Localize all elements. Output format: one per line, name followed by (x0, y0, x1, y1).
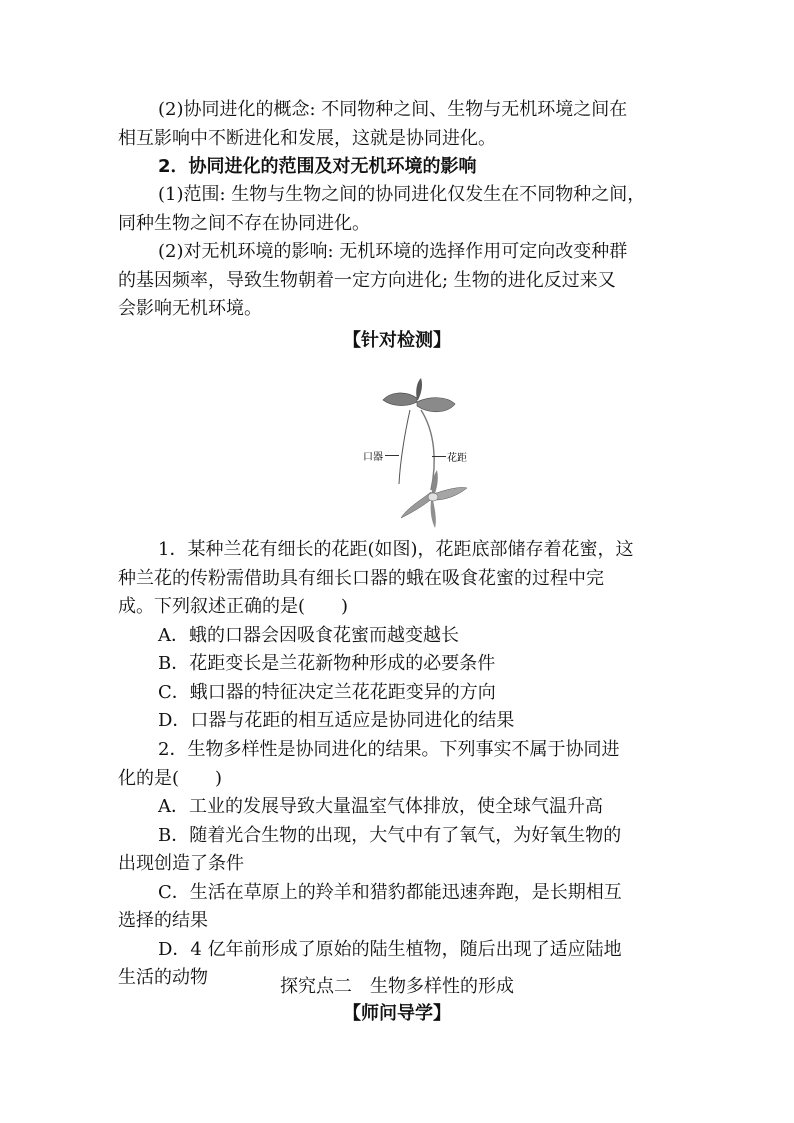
option-d: D．4 亿年前形成了原始的陆生植物，随后出现了适应陆地 (158, 938, 622, 960)
option-c-cont: 选择的结果 (118, 910, 208, 931)
upper-petal-left (383, 393, 417, 406)
section-title-guide: 【师问导学】 (343, 1003, 451, 1024)
lower-flower-center (428, 493, 438, 501)
option-c: C．蛾口器的特征决定兰花花距变异的方向 (158, 681, 496, 703)
lower-petal-right (433, 487, 467, 500)
option-c: C．生活在草原上的羚羊和猎豹都能迅速奔跑，是长期相互 (158, 881, 622, 903)
label-leader-mouthpart (385, 455, 399, 456)
intro-paragraph (118, 96, 678, 153)
option-b: B．花距变长是兰花新物种形成的必要条件 (158, 653, 496, 674)
text-line: 会影响无机环境。 (118, 298, 262, 319)
label-mouthpart: 口器 (363, 452, 383, 463)
lower-petal-top (432, 470, 438, 496)
scope-paragraph (118, 181, 678, 238)
question-2 (118, 736, 678, 993)
orchid-figure (355, 372, 480, 530)
label-leader-spur (432, 456, 446, 457)
text-line: (1)范围: 生物与生物之间的协同进化仅发生在不同物种之间， (158, 184, 646, 205)
heading-scope-impact (118, 153, 678, 182)
option-a: A．工业的发展导致大量温室气体排放，使全球气温升高 (158, 796, 603, 817)
option-a: A．蛾的口器会因吸食花蜜而越变越长 (158, 624, 459, 646)
text-line: 的基因频率，导致生物朝着一定方向进化; 生物的进化反过来又 (118, 269, 616, 291)
question-stem-line: 成。下列叙述正确的是( ) (118, 596, 349, 617)
option-b: B．随着光合生物的出现，大气中有了氧气，为好氧生物的 (158, 824, 622, 846)
upper-petal-right (417, 398, 455, 412)
impact-paragraph (118, 238, 678, 324)
option-d: D．口器与花距的相互适应是协同进化的结果 (158, 710, 515, 731)
section-title-explore: 探究点二 生物多样性的形成 (280, 976, 514, 997)
mouthpart-line (399, 410, 410, 484)
text-line: (2)协同进化的概念: 不同物种之间、生物与无机环境之间在 (158, 99, 628, 120)
spur-line (421, 410, 434, 490)
text-line: (2)对无机环境的影响: 无机环境的选择作用可定向改变种群 (158, 241, 628, 262)
label-spur: 花距 (447, 453, 467, 464)
text-line: 同种生物之间不存在协同进化。 (118, 212, 370, 234)
question-stem-line: 化的是( ) (118, 767, 223, 789)
option-d-cont: 生活的动物 (118, 967, 208, 988)
question-stem-line: 种兰花的传粉需借助具有细长口器的蛾在吸食花蜜的过程中完 (118, 567, 604, 589)
lower-petal-bottom (431, 500, 436, 528)
question-stem-line: 2．生物多样性是协同进化的结果。下列事实不属于协同进 (158, 739, 620, 760)
text-line: 相互影响中不断进化和发展，这就是协同进化。 (118, 127, 496, 149)
section-heading: 2．协同进化的范围及对无机环境的影响 (158, 156, 477, 177)
question-stem-line: 1．某种兰花有细长的花距(如图)，花距底部储存着花蜜，这 (158, 539, 634, 560)
question-1 (118, 536, 678, 736)
upper-sepal (416, 378, 422, 400)
section-title-check: 【针对检测】 (343, 330, 451, 351)
option-b-cont: 出现创造了条件 (118, 853, 244, 874)
